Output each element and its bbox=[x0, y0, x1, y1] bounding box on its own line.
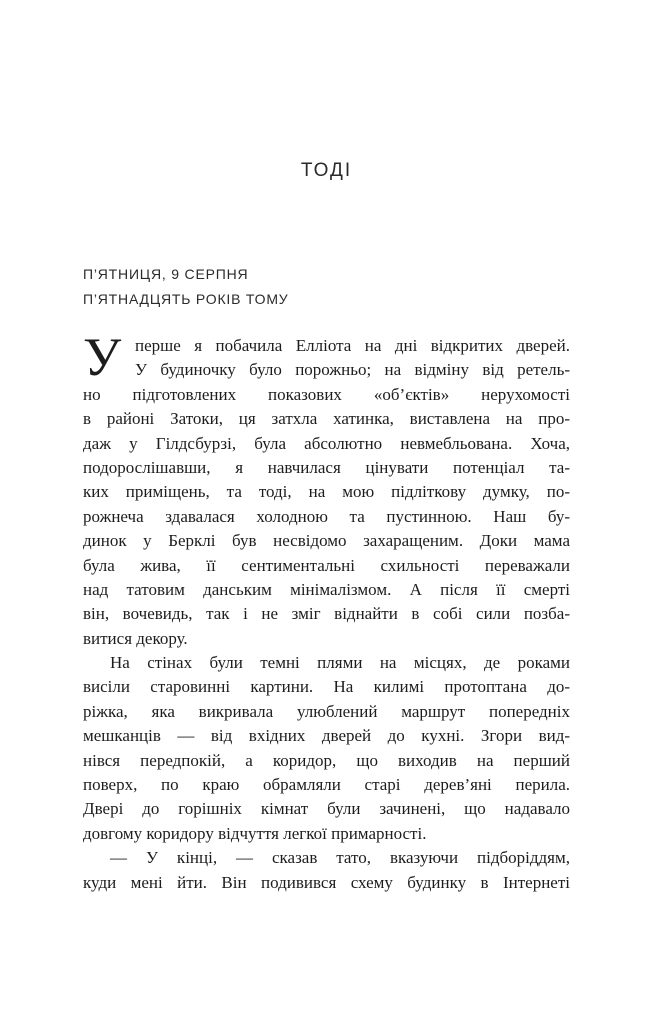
text-line: в районі Затоки, ця затхла хатинка, виставлена на про- bbox=[83, 409, 570, 429]
paragraph bbox=[83, 846, 570, 895]
text-line: довгому коридору відчуття легкої примарності. bbox=[83, 823, 427, 843]
text-line: перше я побачила Елліота на дні відкритих дверей. bbox=[135, 336, 570, 355]
text-line: мешканців — від вхідних дверей до кухні. Згори вид- bbox=[83, 726, 570, 746]
text-line: У будиночку було порожньо; на відміну від ретель- bbox=[135, 360, 570, 380]
text-line: висіли старовинні картини. На килимі протоптана до- bbox=[83, 677, 570, 697]
text-line: він, вочевидь, так і не зміг віднайти в собі сили позба- bbox=[83, 604, 570, 624]
text-line: над татовим данським мінімалізмом. А після її смерті bbox=[83, 579, 570, 599]
text-line: ріжка, яка викривала улюблений маршрут попередніх bbox=[83, 701, 570, 721]
text-line: Двері до горішніх кімнат були зачинені, що надавало bbox=[83, 799, 570, 819]
date-heading bbox=[83, 262, 570, 312]
text-line: куди мені йти. Він подивився схему будинку в Інтернеті bbox=[83, 872, 570, 892]
text-line: рожнеча здавалася холодною та пустинною. Наш бу- bbox=[83, 506, 570, 526]
text-line: витися декору. bbox=[83, 628, 188, 648]
text-line: даж у Гілдсбурзі, була абсолютно невмебльована. Хоча, bbox=[83, 433, 570, 453]
text-line: була жива, її сентиментальні схильності переважали bbox=[83, 555, 570, 575]
date-line-2: П’ЯТНАДЦЯТЬ РОКІВ ТОМУ bbox=[83, 291, 289, 307]
text-line: поверх, по краю обрамляли старі дерев’яні перила. bbox=[83, 775, 570, 795]
text-line: но підготовлених показових «об’єктів» нерухомості bbox=[83, 384, 570, 404]
text-line: подорослішавши, я навчилася цінувати потенціал та- bbox=[83, 457, 570, 477]
body-text bbox=[83, 327, 570, 895]
paragraph bbox=[83, 651, 570, 846]
text-line: — У кінці, — сказав тато, вказуючи підборіддям, bbox=[110, 848, 570, 868]
date-line-1: П’ЯТНИЦЯ, 9 СЕРПНЯ bbox=[83, 266, 249, 282]
text-line: нівся передпокій, а коридор, що виходив на перший bbox=[83, 750, 570, 770]
text-line: ких приміщень, та тоді, на мою підліткову думку, по- bbox=[83, 482, 570, 502]
text-line: динок у Берклі був несвідомо захаращеним. Доки мама bbox=[83, 531, 570, 551]
chapter-title: ТОДІ bbox=[300, 160, 353, 181]
paragraph bbox=[83, 327, 570, 651]
drop-cap: У bbox=[83, 327, 122, 387]
text-line: На стінах були темні плями на місцях, де роками bbox=[110, 653, 570, 673]
